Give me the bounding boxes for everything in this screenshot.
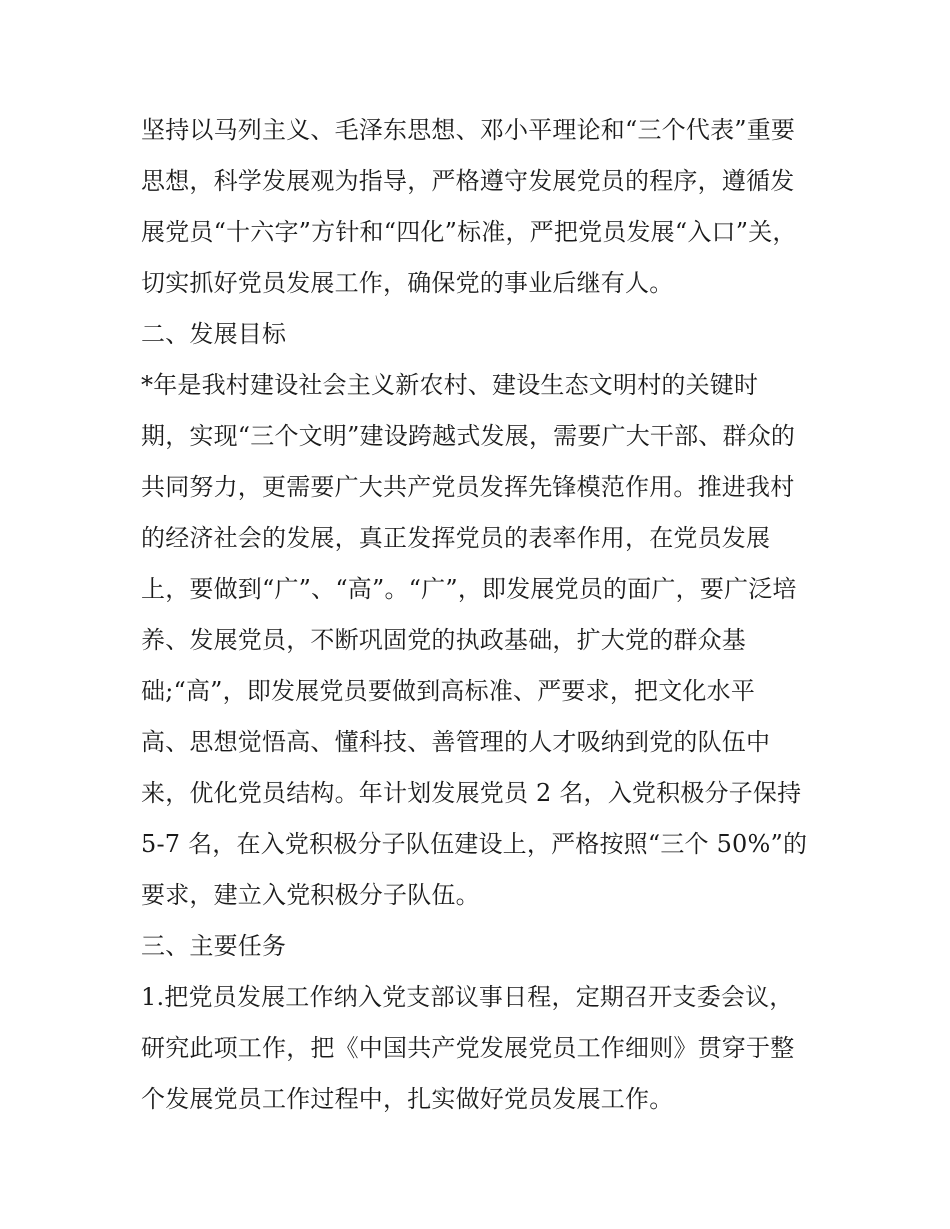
text-line: 来，优化党员结构。年计划发展党员 2 名，入党积极分子保持 (141, 779, 802, 807)
text-line: 共同努力，更需要广大共产党员发挥先锋模范作用。推进我村 (141, 473, 795, 501)
text-line: 的经济社会的发展，真正发挥党员的表率作用，在党员发展 (141, 524, 771, 552)
text-line: 思想，科学发展观为指导，严格遵守发展党员的程序，遵循发 (141, 167, 795, 195)
text-line: 期，实现“三个文明”建设跨越式发展，需要广大干部、群众的 (141, 422, 796, 450)
section-heading: 三、主要任务 (141, 932, 287, 960)
text-line: 养、发展党员，不断巩固党的执政基础，扩大党的群众基 (141, 626, 746, 654)
text-line: 个发展党员工作过程中，扎实做好党员发展工作。 (141, 1085, 674, 1113)
text-line: 1.把党员发展工作纳入党支部议事日程，定期召开支委会议， (141, 983, 794, 1011)
text-line: 础;“高”，即发展党员要做到高标准、严要求，把文化水平 (141, 677, 756, 705)
text-line: 研究此项工作，把《中国共产党发展党员工作细则》贯穿于整 (141, 1034, 795, 1062)
text-line: 切实抓好党员发展工作，确保党的事业后继有人。 (141, 269, 674, 297)
text-line: *年是我村建设社会主义新农村、建设生态文明村的关键时 (141, 371, 759, 399)
text-line: 上，要做到“广”、“高”。“广”，即发展党员的面广，要广泛培 (141, 575, 797, 603)
section-heading: 二、发展目标 (141, 320, 287, 348)
text-line: 要求，建立入党积极分子队伍。 (141, 881, 480, 909)
text-line: 展党员“十六字”方针和“四化”标准，严把党员发展“入口”关， (141, 218, 797, 246)
text-line: 坚持以马列主义、毛泽东思想、邓小平理论和“三个代表”重要 (141, 116, 796, 144)
text-line: 高、思想觉悟高、懂科技、善管理的人才吸纳到党的队伍中 (141, 728, 771, 756)
text-line: 5-7 名，在入党积极分子队伍建设上，严格按照“三个 50%”的 (141, 830, 808, 858)
document-body (141, 105, 821, 1125)
